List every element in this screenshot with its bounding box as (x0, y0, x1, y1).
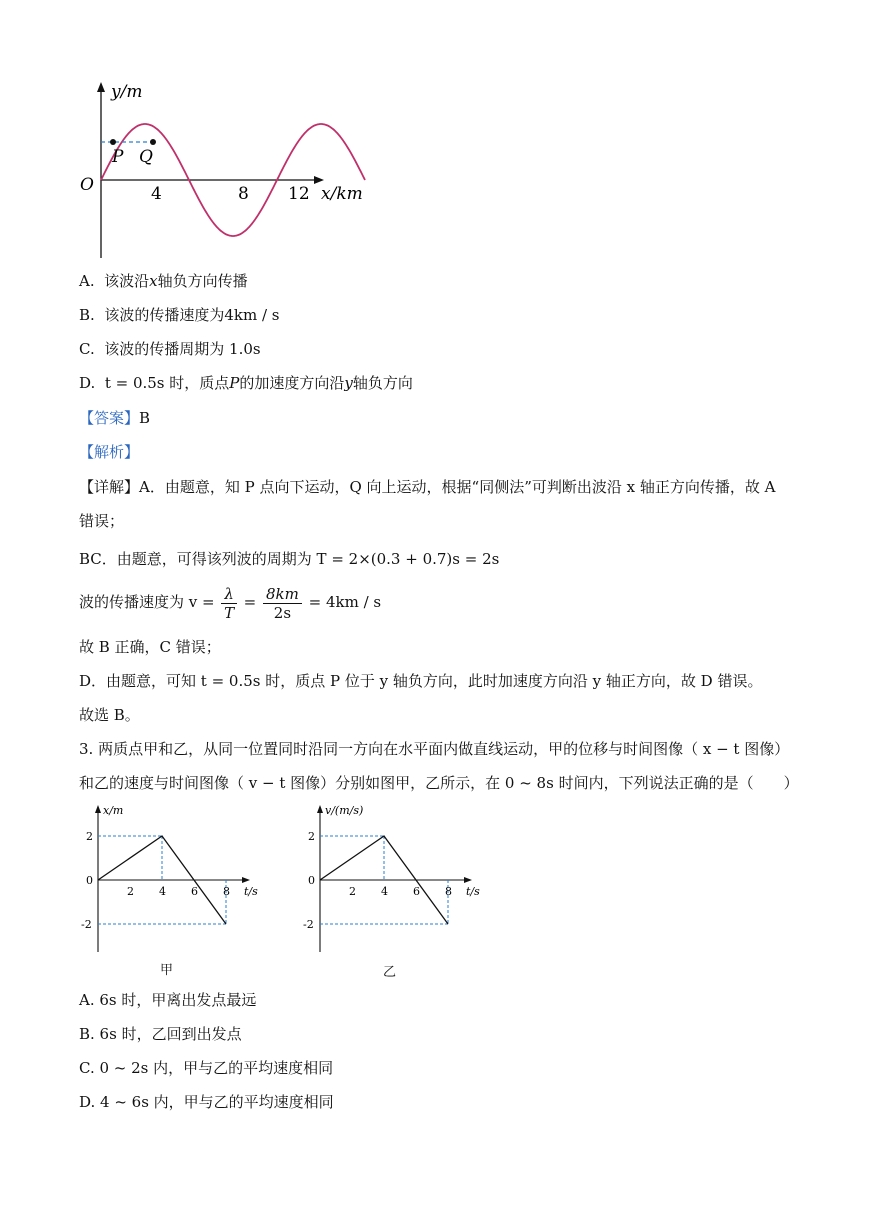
detail-line-4: 波的传播速度为 v = $\frac{\lambda}{T}$ = $\frac{8km}{2s}$ = 4km / s (79, 584, 382, 622)
analysis-tag: 【解析】 (79, 443, 140, 461)
x-tick-label: 8 (445, 885, 452, 898)
detail-line-6: D．由题意，可知 t = 0.5s 时，质点 P 位于 y 轴负方向，此时加速度方向沿 y 轴正方向，故 D 错误。 (79, 672, 763, 690)
wave-origin-label: O (80, 175, 94, 195)
label-p: P (112, 147, 124, 167)
x-tick-label: 6 (413, 885, 420, 898)
chart-yi (300, 800, 500, 960)
y-axis-label: v/(m/s) (325, 804, 364, 817)
q3-option-a: A. 6s 时，甲离出发点最远 (79, 991, 257, 1009)
y-axis-label: x/m (103, 804, 124, 817)
answer-line: 【答案】B (79, 409, 151, 427)
caption-yi: 乙 (383, 965, 397, 980)
x-axis-arrow (242, 877, 250, 883)
x-tick-label: 8 (223, 885, 230, 898)
detail-line-3: BC．由题意，可得该列波的周期为 T = 2×(0.3 + 0.7)s = 2s (79, 550, 500, 568)
q3-option-c: C. 0 ~ 2s 内，甲与乙的平均速度相同 (79, 1059, 334, 1077)
wave-tick-8: 8 (238, 184, 249, 204)
point-p (110, 139, 116, 145)
wave-figure (75, 78, 375, 263)
wave-tick-4: 4 (151, 184, 162, 204)
y-tick-label: 0 (86, 874, 93, 887)
point-q (150, 139, 156, 145)
q2-option-c: C. 该波的传播周期为 1.0s (79, 340, 261, 358)
x-axis-arrow (464, 877, 472, 883)
caption-jia: 甲 (160, 963, 174, 978)
x-axis-label: t/s (244, 885, 258, 898)
y-axis-arrow (317, 805, 323, 813)
wave-y-arrow (97, 82, 105, 92)
y-tick-label: 0 (308, 874, 315, 887)
detail-line-2: 错误； (79, 512, 125, 530)
x-tick-label: 4 (381, 885, 388, 898)
q3-stem-1: 3. 两质点甲和乙，从同一位置同时沿同一方向在水平面内做直线运动，甲的位移与时间图像（ x − t 图像） (79, 740, 790, 758)
fraction-lambda-t: $\frac{\lambda}{T}$ (221, 585, 237, 622)
x-tick-label: 2 (127, 885, 134, 898)
x-axis-label: t/s (466, 885, 480, 898)
wave-y-label: y/m (111, 82, 143, 102)
y-tick-label: -2 (81, 918, 92, 931)
fraction-8km-2s: $\frac{8km}{2s}$ (263, 585, 302, 622)
x-tick-label: 2 (349, 885, 356, 898)
q3-stem-2: 和乙的速度与时间图像（ v − t 图像）分别如图甲，乙所示，在 0 ~ 8s 时间内，下列说法正确的是（ ） (79, 774, 799, 792)
chart-jia (78, 800, 278, 960)
y-tick-label: 2 (86, 830, 93, 843)
label-q: Q (139, 147, 153, 167)
wave-tick-12: 12 (288, 184, 310, 204)
wave-x-arrow (314, 176, 324, 184)
q3-option-b: B. 6s 时，乙回到出发点 (79, 1025, 242, 1043)
x-tick-label: 4 (159, 885, 166, 898)
y-axis-arrow (95, 805, 101, 813)
q2-option-b: B. 该波的传播速度为4km / s (79, 306, 280, 324)
y-tick-label: 2 (308, 830, 315, 843)
x-tick-label: 6 (191, 885, 198, 898)
detail-line-7: 故选 B。 (79, 706, 140, 724)
detail-line-1: 【详解】A．由题意，知 P 点向下运动，Q 向上运动，根据“同侧法”可判断出波沿 x 轴正方向传播，故 A (79, 478, 776, 496)
q2-option-a: A. 该波沿x轴负方向传播 (79, 272, 248, 290)
q3-option-d: D. 4 ~ 6s 内，甲与乙的平均速度相同 (79, 1093, 334, 1111)
q2-option-d: D. t = 0.5s 时，质点P的加速度方向沿y轴负方向 (79, 374, 413, 392)
detail-line-5: 故 B 正确，C 错误； (79, 638, 221, 656)
y-tick-label: -2 (303, 918, 314, 931)
wave-x-label: x/km (321, 184, 363, 204)
